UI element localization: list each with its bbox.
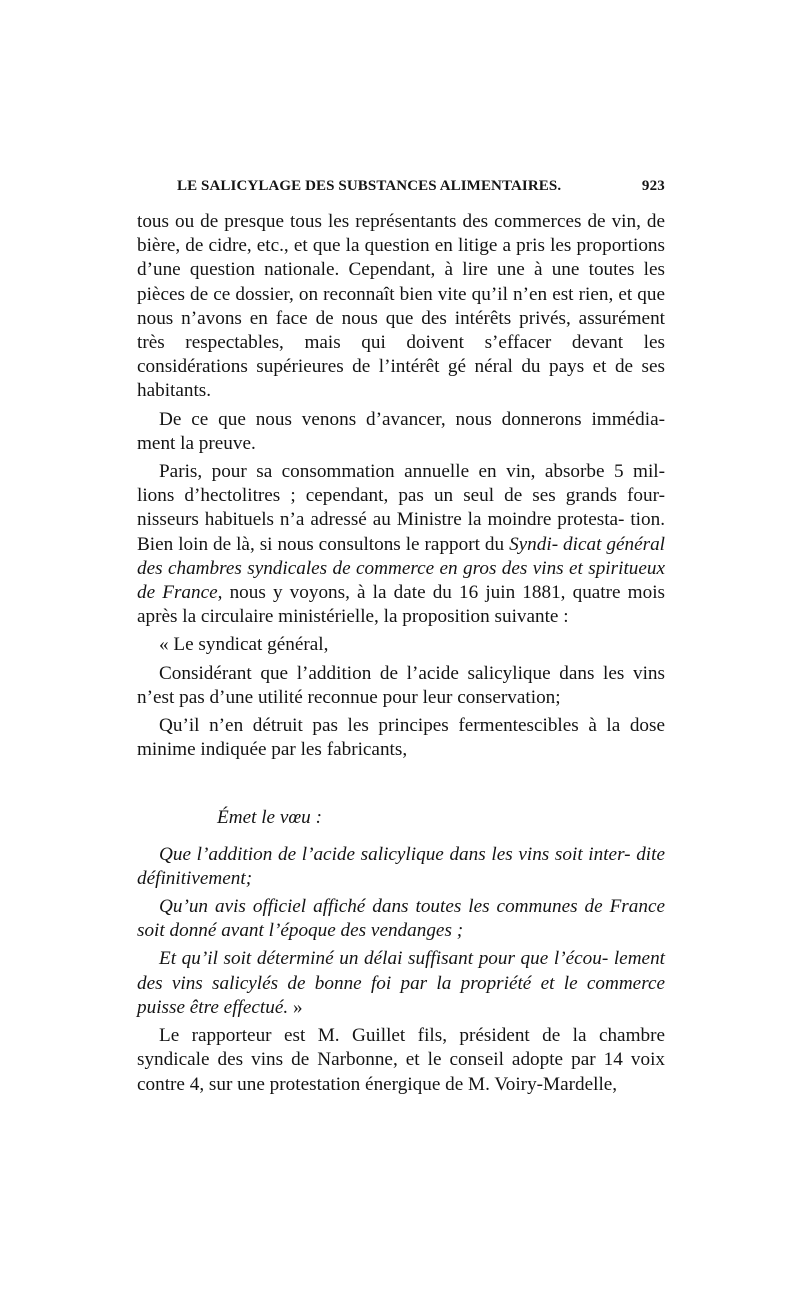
page-number: 923: [641, 178, 665, 194]
emet-le-voeu: Émet le vœu :: [217, 807, 322, 829]
paris-text-end: , nous y voyons, à la date du 16 juin 1881, quatre mois après la circulaire ministérielle, la proposition suivante :: [137, 582, 665, 628]
syndicat-title: Syndi- dicat général des chambres syndicales de commerce en gros des vins et spiritueux de France: [137, 533, 665, 604]
paragraph-proof: De ce que nous venons d’avancer, nous donnerons immédia- ment la preuve.: [137, 408, 665, 454]
voeu-3: [137, 947, 665, 1020]
voeu-1: Que l’addition de l’acide salicylique dans les vins soit inter- dite définitivement;: [137, 843, 665, 889]
running-head: [137, 172, 665, 198]
paragraph-paris: [137, 460, 665, 629]
quote-quil: Qu’il n’en détruit pas les principes fermentescibles à la dose minime indiquée par les fabricants,: [137, 715, 665, 761]
paragraph-rapporteur: Le rapporteur est M. Guillet fils, président de la chambre syndicale des vins de Narbonne, et le conseil adopte par 14 voix contre 4, sur une protestation énergique de M. Voiry-Mardelle,: [137, 1025, 665, 1095]
paragraph-continuation: tous ou de presque tous les représentants des commerces de vin, de bière, de cidre, etc., et que la question en litige a pris les proportions d’une question nationale. Cependant, à lire une à une toutes les pièces de ce dossier, on reconnaît bien vite qu’il n’en est rien, et que nous n’avons en face de nous que des intérêts privés, assurément très respectables, mais qui doivent s’effacer devant les considérations supérieures de l’intérêt gé néral du pays et de ses habitants.: [137, 211, 665, 402]
voeu-3-text: Et qu’il soit déterminé un délai suffisant pour que l’écou- lement des vins salicylés de bonne foi par la propriété et le commerce puisse être effectué.: [137, 948, 665, 1018]
voeu-2: Qu’un avis officiel affiché dans toutes les communes de France soit donné avant l’époque des vendanges ;: [137, 896, 665, 942]
book-page: [137, 172, 665, 1101]
body-text: [137, 210, 665, 1097]
quote-considerant: Considérant que l’addition de l’acide salicylique dans les vins n’est pas d’une utilité reconnue pour leur conservation;: [137, 662, 665, 708]
running-title: LE SALICYLAGE DES SUBSTANCES ALIMENTAIRES.: [177, 178, 562, 194]
paris-text-start: Paris, pour sa consommation annuelle en vin, absorbe 5 mil- lions d’hectolitres ; cependant, pas un seul de ses grands four- nisseurs habituels n’a adressé au Ministre la moindre protesta- tion. Bien loin de là, si nous consultons le rapport du: [137, 461, 665, 555]
quote-close: »: [288, 996, 303, 1018]
quote-opening: « Le syndicat général,: [159, 634, 329, 656]
